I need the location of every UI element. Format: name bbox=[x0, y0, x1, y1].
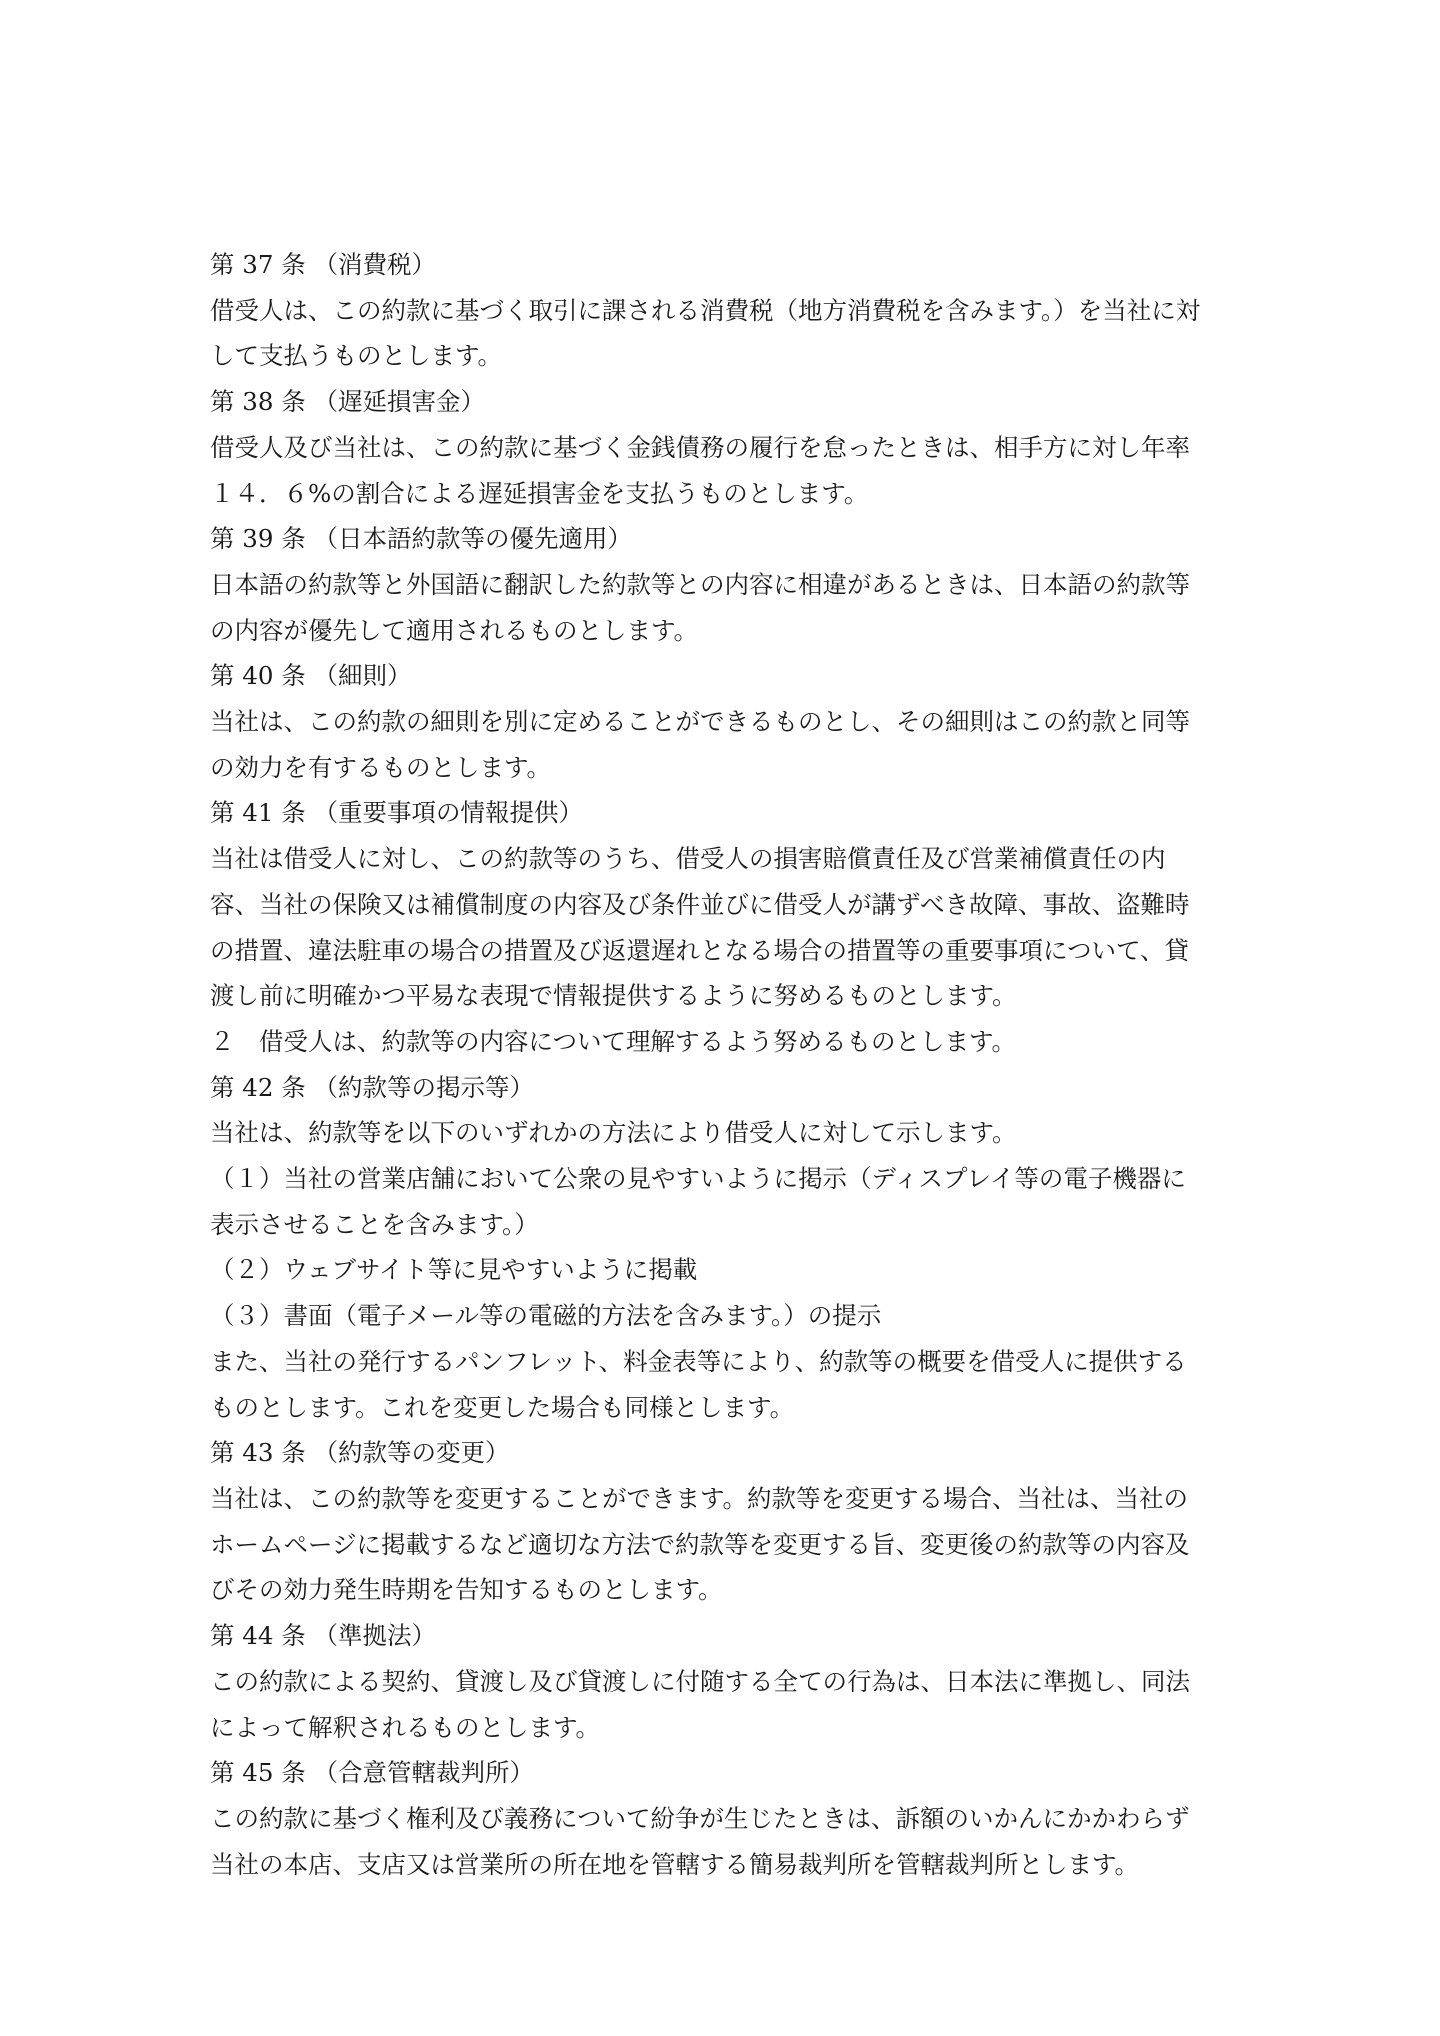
article-40-text-line: 当社は、この約款の細則を別に定めることができるものとし、その細則はこの約款と同等 bbox=[210, 707, 1190, 737]
article-43-text-line: ホームページに掲載するなど適切な方法で約款等を変更する旨、変更後の約款等の内容及 bbox=[210, 1529, 1190, 1559]
article-42-item-1-cont: 表示させることを含みます。） bbox=[210, 1209, 539, 1239]
article-42-heading: 第 42 条 （約款等の掲示等） bbox=[210, 1072, 535, 1102]
article-38-heading: 第 38 条 （遅延損害金） bbox=[210, 387, 486, 417]
article-44-text-line: この約款による契約、貸渡し及び貸渡しに付随する全ての行為は、日本法に準拠し、同法 bbox=[210, 1666, 1190, 1696]
article-37-heading: 第 37 条 （消費税） bbox=[210, 250, 437, 279]
article-39-text-line: の内容が優先して適用されるものとします。 bbox=[210, 615, 699, 645]
article-41-text-line: の措置、違法駐車の場合の措置及び返還遅れとなる場合の措置等の重要事項について、貸 bbox=[210, 935, 1190, 965]
article-42-text-line: 当社は、約款等を以下のいずれかの方法により借受人に対して示します。 bbox=[210, 1118, 1017, 1148]
article-43-text-line: びその効力発生時期を告知するものとします。 bbox=[210, 1575, 723, 1605]
article-44-text-line: によって解釈されるものとします。 bbox=[210, 1712, 601, 1742]
article-41-text-line: 当社は借受人に対し、この約款等のうち、借受人の損害賠償責任及び営業補償責任の内 bbox=[210, 844, 1166, 874]
article-43-text-line: 当社は、この約款等を変更することができます。約款等を変更する場合、当社は、当社の bbox=[210, 1483, 1189, 1513]
article-37-text-line: 借受人は、この約款に基づく取引に課される消費税（地方消費税を含みます。）を当社に対 bbox=[210, 295, 1201, 325]
article-44-heading: 第 44 条 （準拠法） bbox=[210, 1621, 437, 1651]
article-45-text-line: この約款に基づく権利及び義務について紛争が生じたときは、訴額のいかんにかかわらず bbox=[210, 1803, 1190, 1833]
article-41-text-line: 渡し前に明確かつ平易な表現で情報提供するように努めるものとします。 bbox=[210, 981, 1017, 1011]
article-42-text-line: また、当社の発行するパンフレット、料金表等により、約款等の概要を借受人に提供する bbox=[210, 1346, 1187, 1376]
article-43-heading: 第 43 条 （約款等の変更） bbox=[210, 1438, 510, 1468]
article-42-text-line: ものとします。これを変更した場合も同様とします。 bbox=[210, 1392, 795, 1422]
article-41-text-line: 容、当社の保険又は補償制度の内容及び条件並びに借受人が講ずべき故障、事故、盗難時 bbox=[210, 889, 1190, 919]
article-38-text-line: 借受人及び当社は、この約款に基づく金銭債務の履行を怠ったときは、相手方に対し年率 bbox=[210, 432, 1190, 462]
article-42-item-2: （２）ウェブサイト等に見やすいように掲載 bbox=[210, 1255, 698, 1285]
article-41-heading: 第 41 条 （重要事項の情報提供） bbox=[210, 798, 584, 828]
document-body bbox=[210, 242, 1240, 1887]
article-42-item-3: （３）書面（電子メール等の電磁的方法を含みます。）の提示 bbox=[210, 1301, 882, 1331]
article-45-text-line: 当社の本店、支店又は営業所の所在地を管轄する簡易裁判所を管轄裁判所とします。 bbox=[210, 1849, 1140, 1879]
article-38-text-line: １４．６%の割合による遅延損害金を支払うものとします。 bbox=[210, 478, 869, 508]
article-45-heading: 第 45 条 （合意管轄裁判所） bbox=[210, 1758, 535, 1788]
article-39-text-line: 日本語の約款等と外国語に翻訳した約款等との内容に相違があるときは、日本語の約款等 bbox=[210, 569, 1190, 599]
article-40-heading: 第 40 条 （細則） bbox=[210, 661, 412, 691]
article-40-text-line: の効力を有するものとします。 bbox=[210, 752, 552, 782]
article-42-item-1: （１）当社の営業店舗において公衆の見やすいように掲示（ディスプレイ等の電子機器に bbox=[210, 1164, 1186, 1194]
article-39-heading: 第 39 条 （日本語約款等の優先適用） bbox=[210, 524, 633, 554]
article-41-paragraph-2: ２ 借受人は、約款等の内容について理解するよう努めるものとします。 bbox=[210, 1026, 1017, 1056]
article-37-text-line: して支払うものとします。 bbox=[210, 341, 503, 371]
